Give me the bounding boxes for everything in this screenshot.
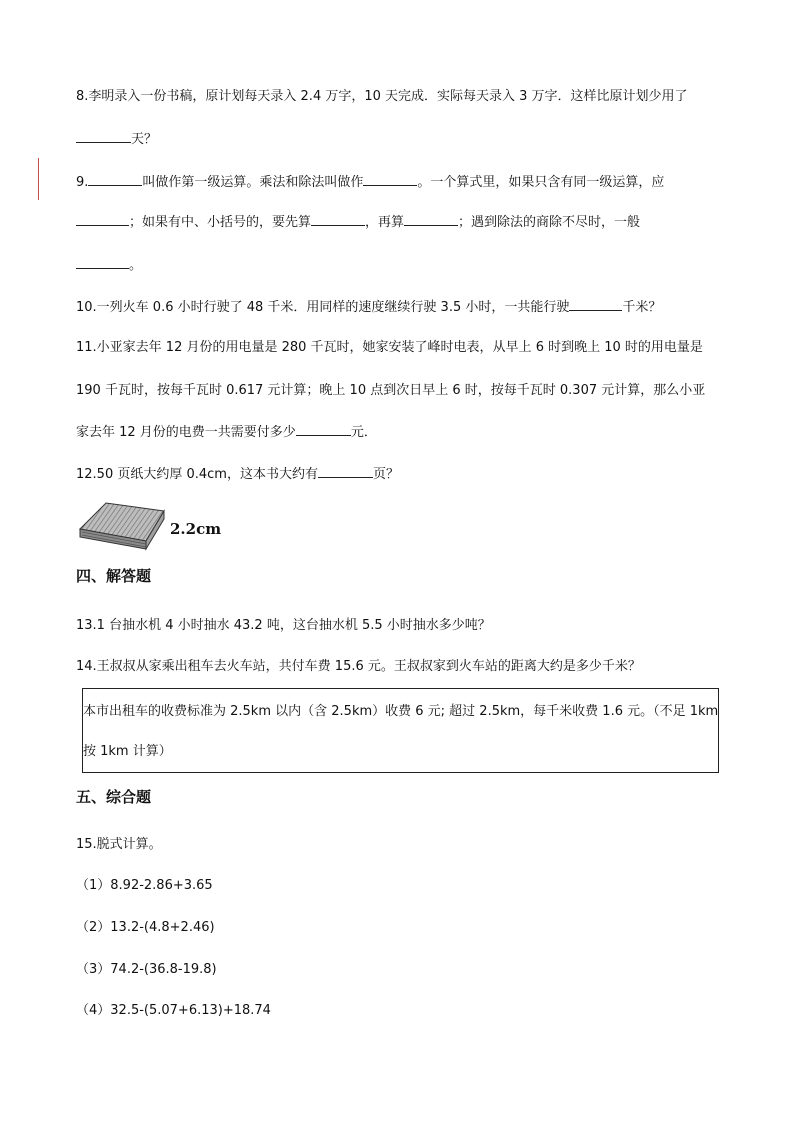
book-thickness-label: 2.2cm <box>170 520 222 538</box>
answer-blank[interactable] <box>363 172 417 186</box>
answer-blank[interactable] <box>311 212 365 226</box>
taxi-fare-line-2: 按 1km 计算） <box>83 744 172 759</box>
question-9-line-2: ；如果有中、小括号的，要先算 ，再算 ；遇到除法的商除不尽时，一般 <box>76 212 640 232</box>
answer-blank[interactable] <box>296 422 351 436</box>
answer-blank[interactable] <box>76 129 131 143</box>
book-stack-image <box>76 495 168 551</box>
question-10: 10.一列火车 0.6 小时行驶了 48 千米．用同样的速度继续行驶 3.5 小时，一共能行驶 千米？ <box>76 297 661 317</box>
question-9-line-3: 。 <box>76 255 142 275</box>
section-4-heading: 四、解答题 <box>76 567 152 585</box>
margin-mark <box>38 158 39 200</box>
question-11-line-1: 11.小亚家去年 12 月份的用电量是 280 千瓦时，她家安装了峰时电表，从早上 6 时到晚上 10 时的用电量是 <box>76 340 703 355</box>
calc-item-3: （3）74.2-(36.8-19.8) <box>76 962 217 977</box>
question-8-line-1: 8.李明录入一份书稿，原计划每天录入 2.4 万字，10 天完成．实际每天录入 3 万字．这样比原计划少用了 <box>76 89 688 104</box>
answer-blank[interactable] <box>318 464 373 478</box>
question-8-line-2 <box>76 129 157 149</box>
taxi-fare-info-box <box>82 688 719 773</box>
question-11-line-3: 家去年 12 月份的电费一共需要付多少 元． <box>76 422 377 442</box>
question-8-text: 天？ <box>131 132 158 147</box>
question-15-title: 15.脱式计算。 <box>76 837 162 852</box>
question-14: 14.王叔叔从家乘出租车去火车站，共付车费 15.6 元。王叔叔家到火车站的距离大约是多少千米？ <box>76 659 641 674</box>
calc-item-4: （4）32.5-(5.07+6.13)+18.74 <box>76 1003 271 1018</box>
answer-blank[interactable] <box>88 172 142 186</box>
answer-blank[interactable] <box>76 212 129 226</box>
question-11-line-2: 190 千瓦时，按每千瓦时 0.617 元计算；晚上 10 点到次日早上 6 时，按每千瓦时 0.307 元计算，那么小亚 <box>76 383 706 398</box>
section-5-heading: 五、综合题 <box>76 788 152 806</box>
question-12: 12.50 页纸大约厚 0.4cm，这本书大约有 页？ <box>76 464 399 484</box>
calc-item-1: （1）8.92-2.86+3.65 <box>76 878 213 893</box>
answer-blank[interactable] <box>404 212 458 226</box>
answer-blank[interactable] <box>76 255 129 269</box>
calc-item-2: （2）13.2-(4.8+2.46) <box>76 920 215 935</box>
question-13: 13.1 台抽水机 4 小时抽水 43.2 吨，这台抽水机 5.5 小时抽水多少吨？ <box>76 618 491 633</box>
answer-blank[interactable] <box>569 297 622 311</box>
taxi-fare-line-1: 本市出租车的收费标准为 2.5km 以内（含 2.5km）收费 6 元; 超过 2.5km，每千米收费 1.6 元。（不足 1km <box>83 704 719 719</box>
question-9-line-1: 9. 叫做作第一级运算。乘法和除法叫做作 。一个算式里，如果只含有同一级运算，应 <box>76 172 664 192</box>
